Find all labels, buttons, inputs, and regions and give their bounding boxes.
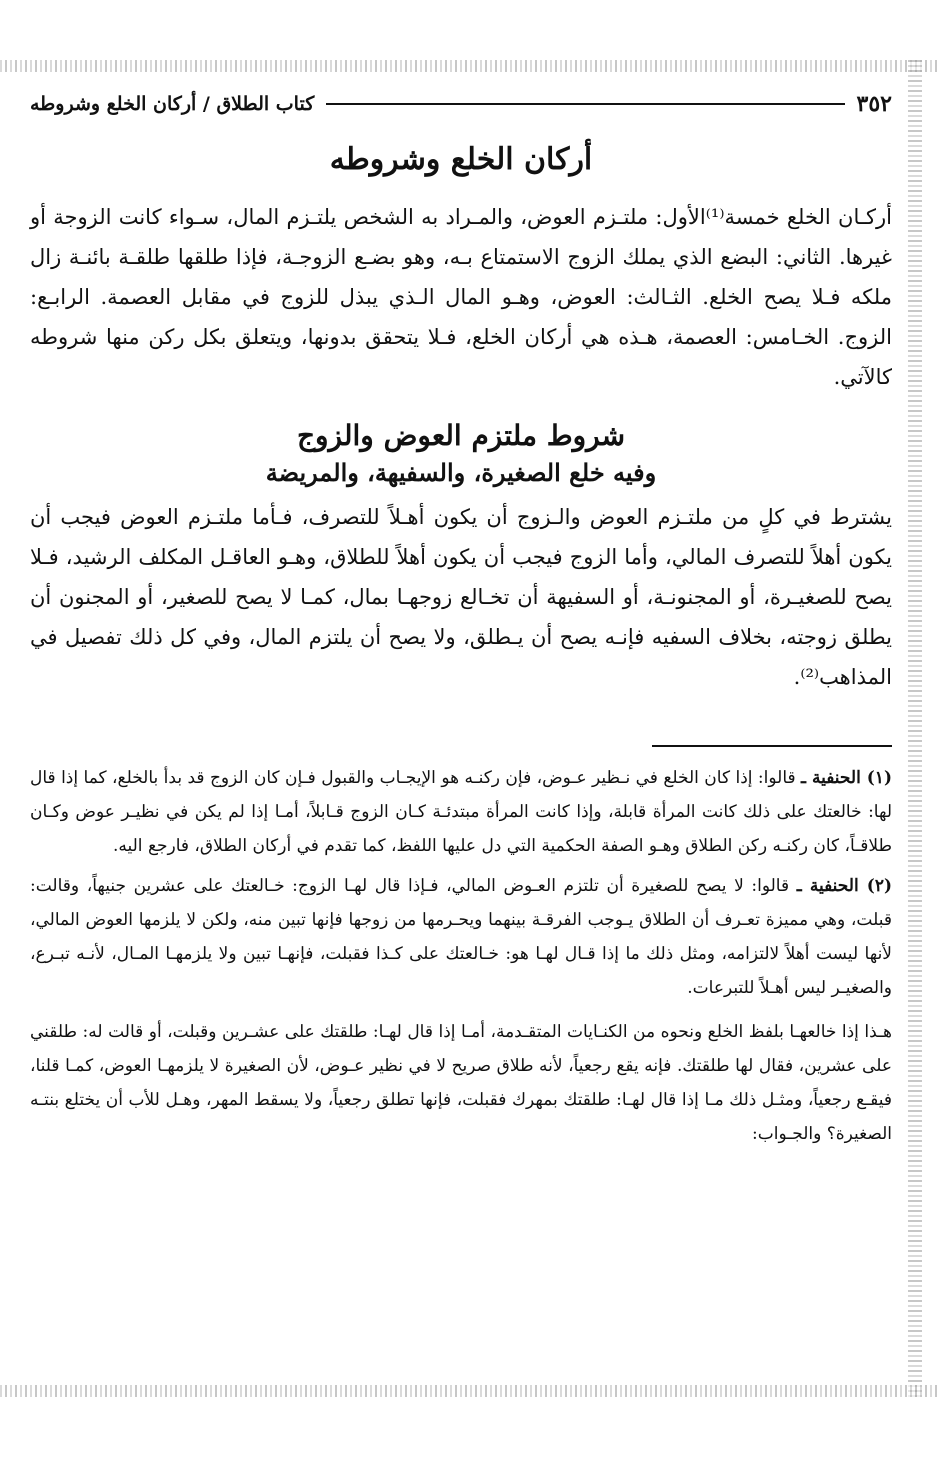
section-body-pillars xyxy=(30,197,892,397)
section-body-conditions xyxy=(30,497,892,697)
paragraph-pillars: أركـان الخلع خمسة⁽¹⁾الأول: ملتـزم العوض، والمـراد به الشخص يلتـزم المال، سـواء كانت الزوجة أو غيرها. الثاني: البضع الذي يملك الزوج الاستمتاع بـه، وهو بضـع الزوجـة، فإذا طلقها طلقـة بائنـة زال ملكه فـلا يصح الخلع. الثـالث: العوض، وهـو المال الـذي يبذل للزوج في مقابل العصمة. الرابـع: الزوج. الخـامس: العصمة، هـذه هي أركان الخلع، فـلا يتحقق بدونها، ويتعلق بكل ركن منها شروطه كالآتي. xyxy=(30,205,892,389)
header-rule xyxy=(326,103,844,105)
footnote-1 xyxy=(30,761,892,863)
section-title-conditions: شروط ملتزم العوض والزوج xyxy=(296,419,626,452)
running-title: كتاب الطلاق / أركان الخلع وشروطه xyxy=(30,93,315,115)
section-subtitle-conditions: وفيه خلع الصغيرة، والسفيهة، والمريضة xyxy=(265,458,657,487)
footnote-separator xyxy=(652,745,892,747)
footnotes xyxy=(30,761,892,1005)
ornamental-border-right xyxy=(908,60,922,1397)
footnote-1-head: (١) الحنفية ـ xyxy=(801,768,892,788)
footnote-1-text: قالوا: إذا كان الخلع في نـظير عـوض، فإن ركنـه هو الإيجـاب والقبول فـإن كان الزوج قد بدأ بالخلع، كما إذا قال لها: خالعتك على ذلك كانت المرأة قابلة، وإذا كانت المرأة مبتدئـة كـان الزوج قـابلاً، أمـا إذا لم يكن في نظيـر عوض وكـان طلاقـاً، كان ركنـه ركن الطلاق وهـو الصفة الحكمية التي دل عليها اللفظ، كما تقدم في أركان الطلاق، فارجع اليه. xyxy=(30,768,892,856)
continuation-text: هـذا إذا خالعهـا بلفظ الخلع ونحوه من الكنـايات المتقـدمة، أمـا إذا قال لهـا: طلقتك على عشـرين وقبلت، أو قالت له: طلقني على عشرين، فقال لها طلقتك. فإنه يقع رجعياً، لأنه طلاق صريح لا في نظير عـوض، لأن الصغيرة لا يلزمهـا العوض، كمـا قلنا، فيقـع رجعياً، ومثـل ذلك مـا إذا قال لهـا: طلقتك بمهرك فقبلت، فإنها تطلق رجعياً، ولا يسقط المهر، وهـل للأب أن يختلع بنتـه الصغيرة؟ والجـواب: xyxy=(30,1022,892,1144)
running-header xyxy=(30,84,892,124)
paragraph-conditions: يشترط في كلٍ من ملتـزم العوض والـزوج أن يكون أهـلاً للتصرف، فـأما ملتـزم العوض فيجب أن يكون أهلاً للتصرف المالي، وأما الزوج فيجب أن يكون أهلاً للطلاق، وهـو العاقـل المكلف الرشيد، فـلا يصح للصغيـرة، أو المجنونـة، أو السفيهة أن تخـالع زوجهـا بمال، كمـا لا يصح للصغير، أو المجنون أن يطلق زوجته، بخلاف السفيه فإنـه يصح أن يـطلق، ولا يصح أن يلتزم المال، وفي كل ذلك تفصيل في المذاهب⁽²⁾. xyxy=(30,505,892,689)
ornamental-border-top xyxy=(0,60,938,72)
page-number: ٣٥٢ xyxy=(856,91,892,117)
ornamental-border-bottom xyxy=(0,1385,938,1397)
footnote-2-head: (٢) الحنفية ـ xyxy=(796,876,893,896)
footnote-2 xyxy=(30,869,892,1005)
book-page xyxy=(30,84,892,1374)
footnote-2-text: قالوا: لا يصح للصغيرة أن تلتزم العـوض المالي، فـإذا قال لهـا الزوج: خـالعتك على عشرين جنيهاً، وقالت: قبلت، وهي مميزة تعـرف أن الطلاق يـوجب الفرقـة بينهما ويحـرمها من زوجها فإنها تبين منه، ولكن لا يلزمها العوض المالي، لأنها ليست أهلاً لالتزامه، ومثل ذلك ما إذا قـال لهـا هو: خـالعتك على كـذا فقبلت، فإنهـا تبين ولا يلزمهـا المـال، لأنـه تبـرع، والصغيـر ليس أهـلاً للتبرعات. xyxy=(30,876,892,998)
footnote-continuation xyxy=(30,1015,892,1151)
section-title-pillars: أركان الخلع وشروطه xyxy=(329,142,593,177)
